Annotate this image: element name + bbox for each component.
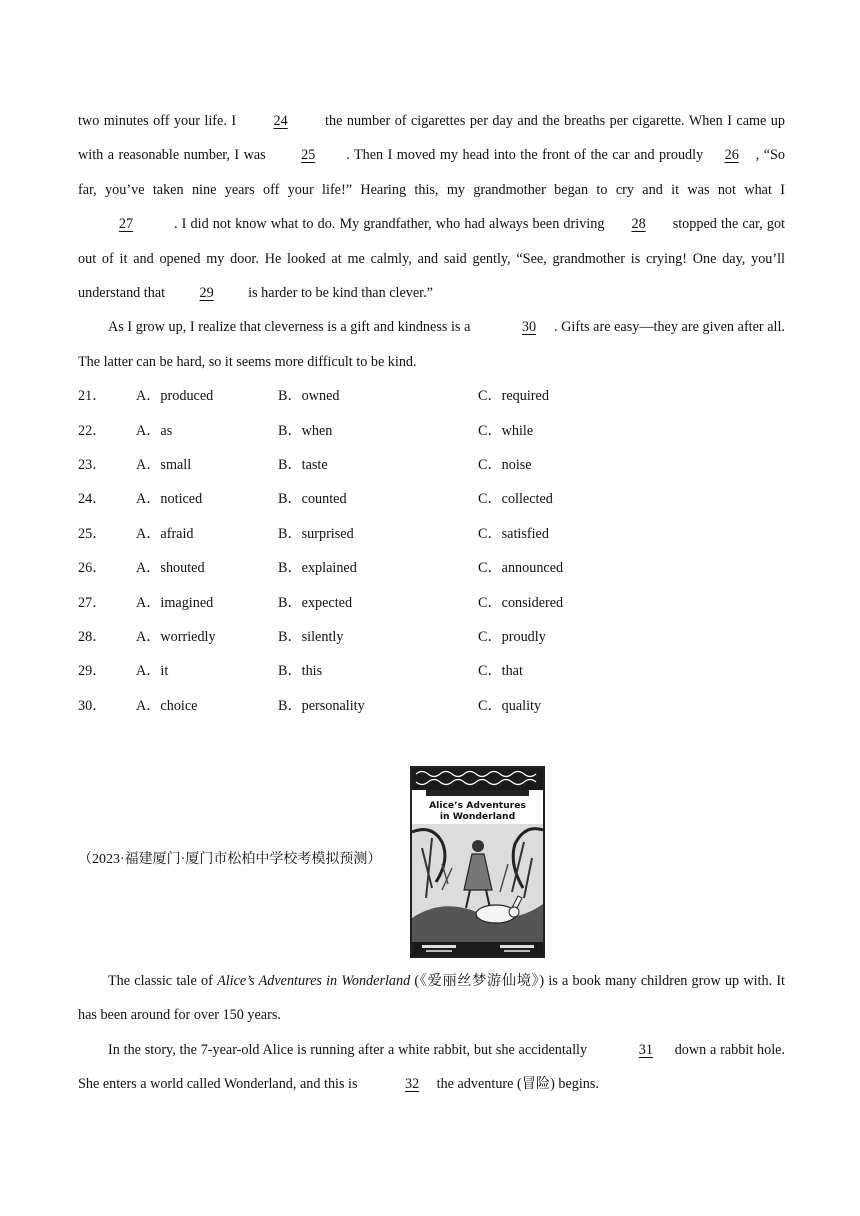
option-a: A．shouted [136, 560, 205, 577]
text: In the story, the 7-year-old Alice is running after a white rabbit, but she accidentally [108, 1041, 591, 1058]
option-c: C．noise [478, 457, 532, 474]
option-c: C．satisfied [478, 525, 549, 542]
text: , “So far, you’ve taken nine years off your life!” Hearing this, my grandmother began to cry and it was not what I [78, 147, 785, 198]
question-source-block [78, 766, 785, 956]
text: (《爱丽丝梦游仙境》) is a book many children grow up with. It has been around for over 150 years. [78, 973, 786, 1024]
text: down a rabbit hole. She enters a world called Wonderland, and this is [78, 1041, 785, 1093]
option-a: A．it [136, 663, 169, 680]
option-b: B．when [278, 422, 333, 439]
option-b: B．taste [278, 457, 328, 474]
question-number: 30． [78, 697, 107, 714]
option-a: A．worriedly [136, 628, 216, 645]
option-b: B．counted [278, 491, 347, 508]
option-row [78, 448, 785, 482]
text: The classic tale of [108, 973, 218, 989]
passage-bottom [78, 964, 785, 1102]
blank-25: 25 [301, 147, 316, 164]
option-c: C．collected [478, 491, 553, 508]
option-a: A．afraid [136, 525, 194, 542]
option-row [78, 620, 785, 654]
cover-title-line2: in Wonderland [439, 811, 516, 822]
option-a: A．small [136, 457, 192, 474]
option-c: C．required [478, 388, 549, 405]
text: . Gifts are easy—they are given after all. The latter can be hard, so it seems more difficult to be kind. [78, 319, 785, 370]
option-c: C．quality [478, 697, 542, 714]
option-b: B．explained [278, 560, 357, 577]
book-cover-illustration [412, 768, 543, 956]
blank-26: 26 [724, 147, 739, 164]
option-c: C．proudly [478, 628, 546, 645]
question-number: 27． [78, 594, 107, 611]
blank-32: 32 [404, 1076, 420, 1093]
option-row [78, 689, 785, 723]
cover-title-line1: Alice’s Adventures [429, 800, 526, 811]
question-number: 23． [78, 457, 107, 474]
option-b: B．this [278, 663, 323, 680]
question-source: （2023·福建厦门·厦门市松柏中学校考模拟预测） [78, 852, 382, 867]
option-b: B．surprised [278, 525, 354, 542]
option-a: A．choice [136, 697, 198, 714]
blank-24: 24 [273, 113, 288, 129]
text: two minutes off your life. I [78, 113, 241, 129]
text: . Then I moved my head into the front of the car and proudly [346, 147, 708, 164]
option-b: B．expected [278, 594, 353, 611]
options-list [78, 379, 785, 723]
option-b: B．owned [278, 388, 340, 405]
option-row [78, 517, 785, 551]
option-row [78, 654, 785, 688]
option-row [78, 586, 785, 620]
option-row [78, 379, 785, 413]
question-number: 29． [78, 663, 107, 680]
question-number: 22． [78, 422, 107, 439]
passage-top [78, 104, 785, 723]
book-title: Alice’s Adventures in Wonderland [217, 973, 411, 989]
text: the adventure (冒险) begins. [433, 1076, 599, 1093]
option-row [78, 551, 785, 585]
option-a: A．produced [136, 388, 214, 405]
blank-28: 28 [631, 216, 646, 233]
option-c: C．that [478, 663, 523, 680]
option-c: C．while [478, 422, 534, 439]
text: . I did not know what to do. My grandfather, who had always been driving [174, 216, 609, 233]
text: the number of cigarettes per day and the breaths per cigarette. When I came up with a reasonable number, I was [78, 113, 785, 164]
blank-27: 27 [118, 216, 134, 233]
question-number: 24． [78, 491, 107, 508]
text: stopped the car, got out of it and opened my door. He looked at me calmly, and said gently, “See, grandmother is crying! One day, you’ll understand that [78, 216, 785, 302]
option-c: C．announced [478, 560, 564, 577]
option-a: A．noticed [136, 491, 203, 508]
question-number: 26． [78, 560, 107, 577]
blank-31: 31 [638, 1041, 653, 1058]
text: is harder to be kind than clever.” [244, 285, 433, 302]
blank-30: 30 [521, 319, 537, 336]
option-b: B．personality [278, 697, 365, 714]
question-number: 28． [78, 628, 107, 645]
book-cover-image [410, 766, 545, 958]
question-number: 21． [78, 388, 107, 405]
option-row [78, 482, 785, 516]
text: As I grow up, I realize that cleverness is a gift and kindness is a [108, 319, 474, 336]
paragraph-4 [78, 1033, 785, 1102]
option-row [78, 414, 785, 448]
blank-29: 29 [199, 285, 214, 302]
question-number: 25． [78, 525, 107, 542]
option-c: C．considered [478, 594, 564, 611]
option-b: B．silently [278, 628, 344, 645]
paragraph-1 [78, 104, 785, 310]
paragraph-3 [78, 964, 785, 1033]
option-a: A．as [136, 422, 173, 439]
paragraph-2 [78, 310, 785, 379]
option-a: A．imagined [136, 594, 214, 611]
